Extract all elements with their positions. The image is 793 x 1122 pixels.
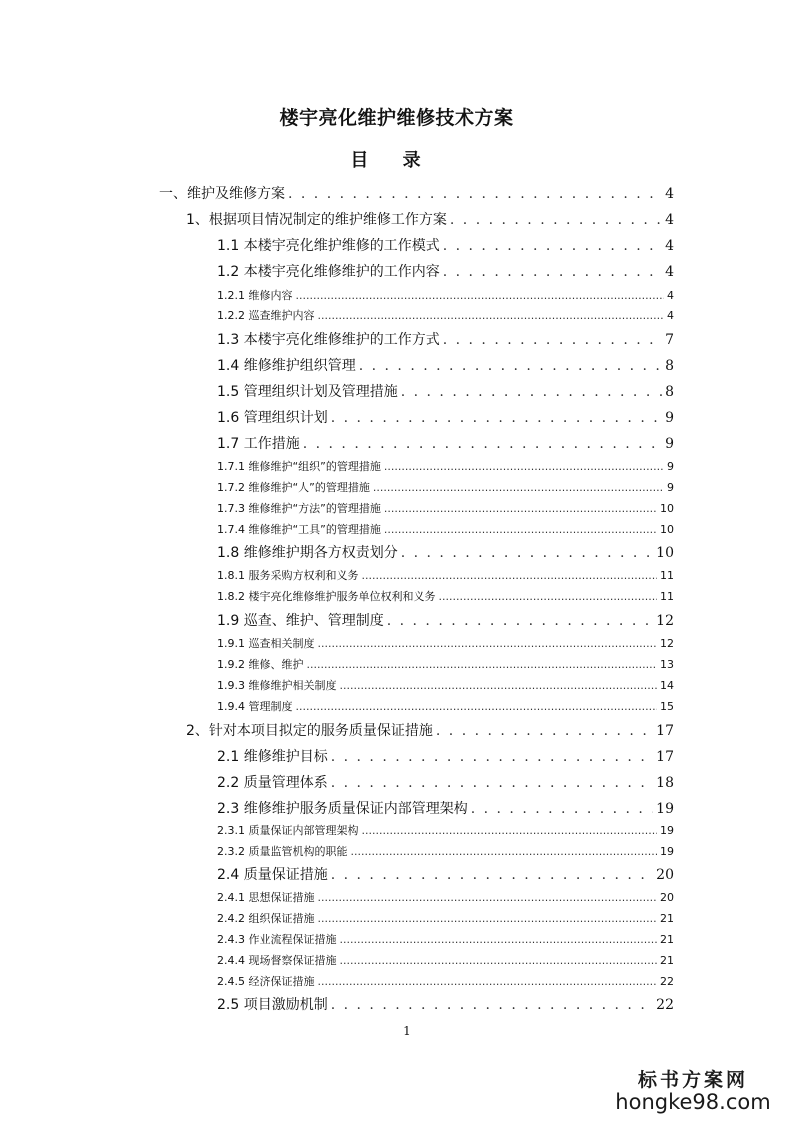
toc-leader [373, 481, 664, 494]
toc-leader [340, 679, 658, 692]
toc-entry[interactable] [217, 746, 674, 766]
toc-entry-label: 1.9.2 维修、维护 [217, 658, 304, 671]
toc-entry-page: 18 [656, 775, 674, 791]
toc-entry[interactable] [217, 772, 674, 792]
toc-entry-label: 2.4.1 思想保证措施 [217, 891, 315, 904]
toc-leader [296, 700, 658, 713]
toc-leader [318, 309, 665, 322]
toc-entry-label: 1.7.4 维修维护“工具”的管理措施 [217, 523, 381, 536]
toc-entry-label: 1.7.3 维修维护“方法”的管理措施 [217, 502, 381, 515]
toc-entry-label: 1.7 工作措施 [217, 436, 300, 452]
watermark-url: hongke98.com [615, 1090, 771, 1114]
toc-entry[interactable] [217, 261, 674, 281]
toc-leader [303, 436, 662, 452]
toc-entry[interactable] [217, 235, 674, 255]
toc-entry-page: 4 [665, 212, 674, 228]
toc-leader [436, 723, 653, 739]
toc-entry-page: 21 [660, 912, 674, 925]
toc-entry-label: 2.5 项目激励机制 [217, 997, 328, 1013]
toc-leader [318, 891, 658, 904]
toc-leader [362, 824, 658, 837]
toc-entry-page: 9 [665, 436, 674, 452]
toc-entry-page: 10 [660, 523, 674, 536]
toc-entry[interactable] [217, 910, 674, 926]
toc-entry[interactable] [217, 973, 674, 989]
toc-entry-label: 2.1 维修维护目标 [217, 749, 328, 765]
toc-entry-label: 1.4 维修维护组织管理 [217, 358, 356, 374]
toc-leader [471, 801, 653, 817]
watermark-title: 标书方案网 [637, 1069, 748, 1091]
toc-entry-page: 9 [665, 410, 674, 426]
toc-leader [384, 460, 664, 473]
toc-leader [288, 186, 662, 202]
toc-entry-label: 1、根据项目情况制定的维护维修工作方案 [186, 212, 447, 228]
toc-entry-page: 20 [656, 867, 674, 883]
toc-entry[interactable] [217, 698, 674, 714]
toc-entry-page: 8 [665, 358, 674, 374]
toc-entry-page: 12 [660, 637, 674, 650]
toc-entry-label: 1.3 本楼宇亮化维修维护的工作方式 [217, 332, 440, 348]
toc-leader [401, 384, 662, 400]
toc-heading: 目 录 [350, 150, 435, 171]
toc-entry-label: 2.2 质量管理体系 [217, 775, 328, 791]
toc-entry-page: 20 [660, 891, 674, 904]
toc-entry-label: 1.2.1 维修内容 [217, 289, 293, 302]
toc-entry-label: 2.3.1 质量保证内部管理架构 [217, 824, 359, 837]
toc-entry-page: 4 [667, 309, 674, 322]
toc-entry[interactable] [217, 458, 674, 474]
toc-entry-label: 2.4.5 经济保证措施 [217, 975, 315, 988]
toc-entry-label: 1.8.2 楼宇亮化维修维护服务单位权利和义务 [217, 590, 436, 603]
toc-entry[interactable] [217, 381, 674, 401]
toc-leader [450, 212, 662, 228]
toc-entry-label: 1.1 本楼宇亮化维护维修的工作模式 [217, 238, 440, 254]
toc-entry[interactable] [186, 209, 674, 229]
toc-entry-page: 7 [665, 332, 674, 348]
toc-leader [438, 590, 657, 603]
toc-leader [318, 637, 658, 650]
toc-entry-label: 1.9.4 管理制度 [217, 700, 293, 713]
toc-entry-label: 2.4.4 现场督察保证措施 [217, 954, 337, 967]
toc-entry-page: 19 [660, 845, 674, 858]
toc-leader [318, 912, 658, 925]
toc-entry[interactable] [217, 677, 674, 693]
toc-leader [331, 410, 662, 426]
toc-leader [401, 545, 653, 561]
toc-entry-label: 1.2 本楼宇亮化维修维护的工作内容 [217, 264, 440, 280]
toc-leader [362, 569, 658, 582]
toc-entry-label: 2.4.3 作业流程保证措施 [217, 933, 337, 946]
toc-entry-page: 4 [665, 238, 674, 254]
toc-entry-page: 19 [660, 824, 674, 837]
toc-entry-page: 4 [665, 264, 674, 280]
toc-entry-page: 17 [656, 749, 674, 765]
toc-entry-page: 14 [660, 679, 674, 692]
toc-entry-page: 21 [660, 933, 674, 946]
toc-entry-page: 19 [656, 801, 674, 817]
toc-entry-label: 2、针对本项目拟定的服务质量保证措施 [186, 723, 433, 739]
toc-leader [331, 749, 653, 765]
toc-entry-page: 22 [656, 997, 674, 1013]
toc-entry-label: 一、维护及维修方案 [159, 186, 285, 202]
toc-entry[interactable] [217, 479, 674, 495]
toc-entry[interactable] [217, 355, 674, 375]
page-title: 楼宇亮化维护维修技术方案 [279, 107, 514, 129]
toc-entry-page: 4 [665, 186, 674, 202]
toc-leader [331, 867, 653, 883]
toc-entry[interactable] [217, 287, 674, 303]
toc-entry-page: 13 [660, 658, 674, 671]
toc-entry-page: 21 [660, 954, 674, 967]
toc-entry[interactable] [159, 183, 674, 203]
toc-entry-label: 1.9 巡查、维护、管理制度 [217, 613, 384, 629]
toc-entry-page: 15 [660, 700, 674, 713]
toc-leader [359, 358, 662, 374]
toc-entry-label: 1.6 管理组织计划 [217, 410, 328, 426]
toc-leader [307, 658, 658, 671]
toc-entry-page: 11 [660, 569, 674, 582]
toc-entry[interactable] [217, 822, 674, 838]
toc-entry-label: 2.4.2 组织保证措施 [217, 912, 315, 925]
toc-leader [384, 523, 657, 536]
toc-entry-page: 4 [667, 289, 674, 302]
toc-entry-label: 1.5 管理组织计划及管理措施 [217, 384, 398, 400]
toc-leader [340, 954, 658, 967]
toc-entry[interactable] [217, 588, 674, 604]
toc-entry[interactable] [217, 843, 674, 859]
toc-entry[interactable] [217, 994, 674, 1014]
toc-entry-label: 1.7.2 维修维护“人”的管理措施 [217, 481, 370, 494]
toc-entry[interactable] [217, 407, 674, 427]
toc-leader [443, 332, 662, 348]
toc-entry[interactable] [217, 329, 674, 349]
toc-leader [340, 933, 658, 946]
toc-entry-label: 1.9.3 维修维护相关制度 [217, 679, 337, 692]
toc-leader [296, 289, 665, 302]
toc-entry[interactable] [217, 567, 674, 583]
toc-entry-page: 9 [667, 460, 674, 473]
toc-entry-label: 1.8 维修维护期各方权责划分 [217, 545, 398, 561]
toc-entry-page: 10 [660, 502, 674, 515]
toc-leader [443, 264, 662, 280]
toc-entry-page: 17 [656, 723, 674, 739]
toc-leader [387, 613, 653, 629]
toc-entry[interactable] [217, 635, 674, 651]
toc-entry-label: 1.7.1 维修维护“组织”的管理措施 [217, 460, 381, 473]
toc-entry[interactable] [217, 500, 674, 516]
toc-entry[interactable] [217, 864, 674, 884]
toc-leader [351, 845, 658, 858]
toc-entry-page: 11 [660, 590, 674, 603]
toc-entry-page: 12 [656, 613, 674, 629]
watermark [598, 1065, 788, 1114]
toc-entry-label: 2.4 质量保证措施 [217, 867, 328, 883]
toc-entry[interactable] [186, 720, 674, 740]
toc-entry[interactable] [217, 889, 674, 905]
toc-entry[interactable] [217, 610, 674, 630]
toc-entry-label: 1.2.2 巡查维护内容 [217, 309, 315, 322]
toc-entry[interactable] [217, 931, 674, 947]
toc-entry[interactable] [217, 307, 674, 323]
toc-entry-label: 1.9.1 巡查相关制度 [217, 637, 315, 650]
toc-leader [443, 238, 662, 254]
toc-entry-page: 8 [665, 384, 674, 400]
toc-leader [384, 502, 657, 515]
toc-entry-page: 22 [660, 975, 674, 988]
toc-leader [331, 775, 653, 791]
toc-entry-label: 1.8.1 服务采购方权利和义务 [217, 569, 359, 582]
toc-entry[interactable] [217, 656, 674, 672]
page-number: 1 [403, 1024, 411, 1038]
toc-entry[interactable] [217, 542, 674, 562]
toc-entry[interactable] [217, 433, 674, 453]
toc-leader [331, 997, 653, 1013]
toc-entry[interactable] [217, 952, 674, 968]
toc-entry-page: 10 [656, 545, 674, 561]
toc-entry[interactable] [217, 798, 674, 818]
toc-leader [318, 975, 658, 988]
toc-entry-label: 2.3 维修维护服务质量保证内部管理架构 [217, 801, 468, 817]
toc-entry-label: 2.3.2 质量监管机构的职能 [217, 845, 348, 858]
toc-entry[interactable] [217, 521, 674, 537]
toc-entry-page: 9 [667, 481, 674, 494]
